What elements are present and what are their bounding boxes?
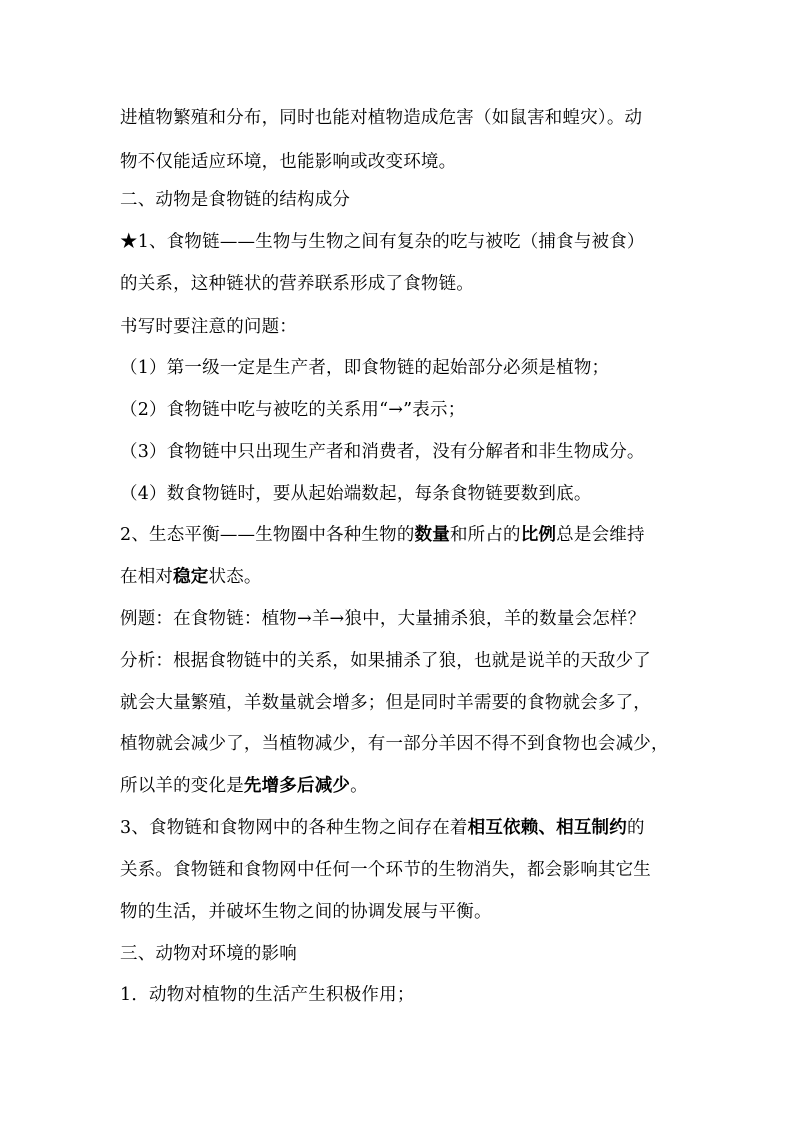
text-segment: （3）食物链中只出现生产者和消费者，没有分解者和非生物成分。 xyxy=(120,442,645,462)
text-segment: 就会大量繁殖，羊数量就会增多；但是同时羊需要的食物就会多了， xyxy=(120,693,651,713)
text-segment: 和所占的 xyxy=(449,525,521,545)
text-line xyxy=(120,523,690,547)
bold-segment: 相互依赖、相互制约 xyxy=(467,818,627,838)
text-segment: 。 xyxy=(350,776,368,796)
text-segment: 分析：根据食物链中的关系，如果捕杀了狼，也就是说羊的天敌少了 xyxy=(120,651,651,671)
bold-segment: 数量 xyxy=(414,525,450,545)
text-segment: 二、动物是食物链的结构成分 xyxy=(120,190,351,210)
text-line xyxy=(120,983,690,1007)
text-line xyxy=(120,482,690,506)
text-segment: （1）第一级一定是生产者，即食物链的起始部分必须是植物； xyxy=(120,358,610,378)
text-line xyxy=(120,440,690,464)
text-segment: 关系。食物链和食物网中任何一个环节的生物消失，都会影响其它生 xyxy=(120,860,651,880)
text-line xyxy=(120,732,690,756)
text-line xyxy=(120,230,690,254)
bold-segment: 先增多后减少 xyxy=(243,776,351,796)
text-segment: ★1、食物链——生物与生物之间有复杂的吃与被吃（捕食与被食） xyxy=(120,232,645,252)
text-segment: 的 xyxy=(626,818,645,838)
text-line xyxy=(120,900,690,924)
text-line xyxy=(120,649,690,673)
section-heading xyxy=(120,188,690,212)
text-segment: 状态。 xyxy=(208,567,262,587)
text-line xyxy=(120,774,690,798)
text-segment: 所以羊的变化是 xyxy=(120,776,244,796)
text-line xyxy=(120,816,690,840)
text-segment: 例题：在食物链：植物→羊→狼中，大量捕杀狼，羊的数量会怎样？ xyxy=(120,609,646,629)
text-segment: 2、生态平衡——生物圈中各种生物的 xyxy=(120,525,415,545)
text-line xyxy=(120,106,690,130)
text-line xyxy=(120,315,690,339)
text-line xyxy=(120,691,690,715)
text-line xyxy=(120,607,690,631)
text-line xyxy=(120,356,690,380)
text-segment: 书写时要注意的问题： xyxy=(120,317,297,337)
text-line xyxy=(120,398,690,422)
bold-segment: 稳定 xyxy=(173,567,209,587)
text-segment: 在相对 xyxy=(120,567,174,587)
text-segment: 3、食物链和食物网中的各种生物之间存在着 xyxy=(120,818,468,838)
text-segment: 进植物繁殖和分布，同时也能对植物造成危害（如鼠害和蝗灾）。动 xyxy=(120,108,643,128)
text-line xyxy=(120,565,690,589)
text-segment: 总是会维持 xyxy=(556,525,645,545)
text-segment: （4）数食物链时，要从起始端数起，每条食物链要数到底。 xyxy=(120,484,592,504)
text-segment: 植物就会减少了，当植物减少，有一部分羊因不得不到食物也会减少， xyxy=(120,734,669,754)
text-line xyxy=(120,272,690,296)
text-segment: 物不仅能适应环境，也能影响或改变环境。 xyxy=(120,152,457,172)
text-segment: 1．动物对植物的生活产生积极作用； xyxy=(120,985,415,1005)
text-line xyxy=(120,150,690,174)
text-segment: （2）食物链中吃与被吃的关系用“→”表示； xyxy=(120,400,466,420)
section-heading xyxy=(120,942,690,966)
text-segment: 三、动物对环境的影响 xyxy=(120,944,297,964)
text-segment: 物的生活，并破坏生物之间的协调发展与平衡。 xyxy=(120,902,492,922)
text-line xyxy=(120,858,690,882)
text-segment: 的关系，这种链状的营养联系形成了食物链。 xyxy=(120,274,474,294)
bold-segment: 比例 xyxy=(520,525,557,545)
